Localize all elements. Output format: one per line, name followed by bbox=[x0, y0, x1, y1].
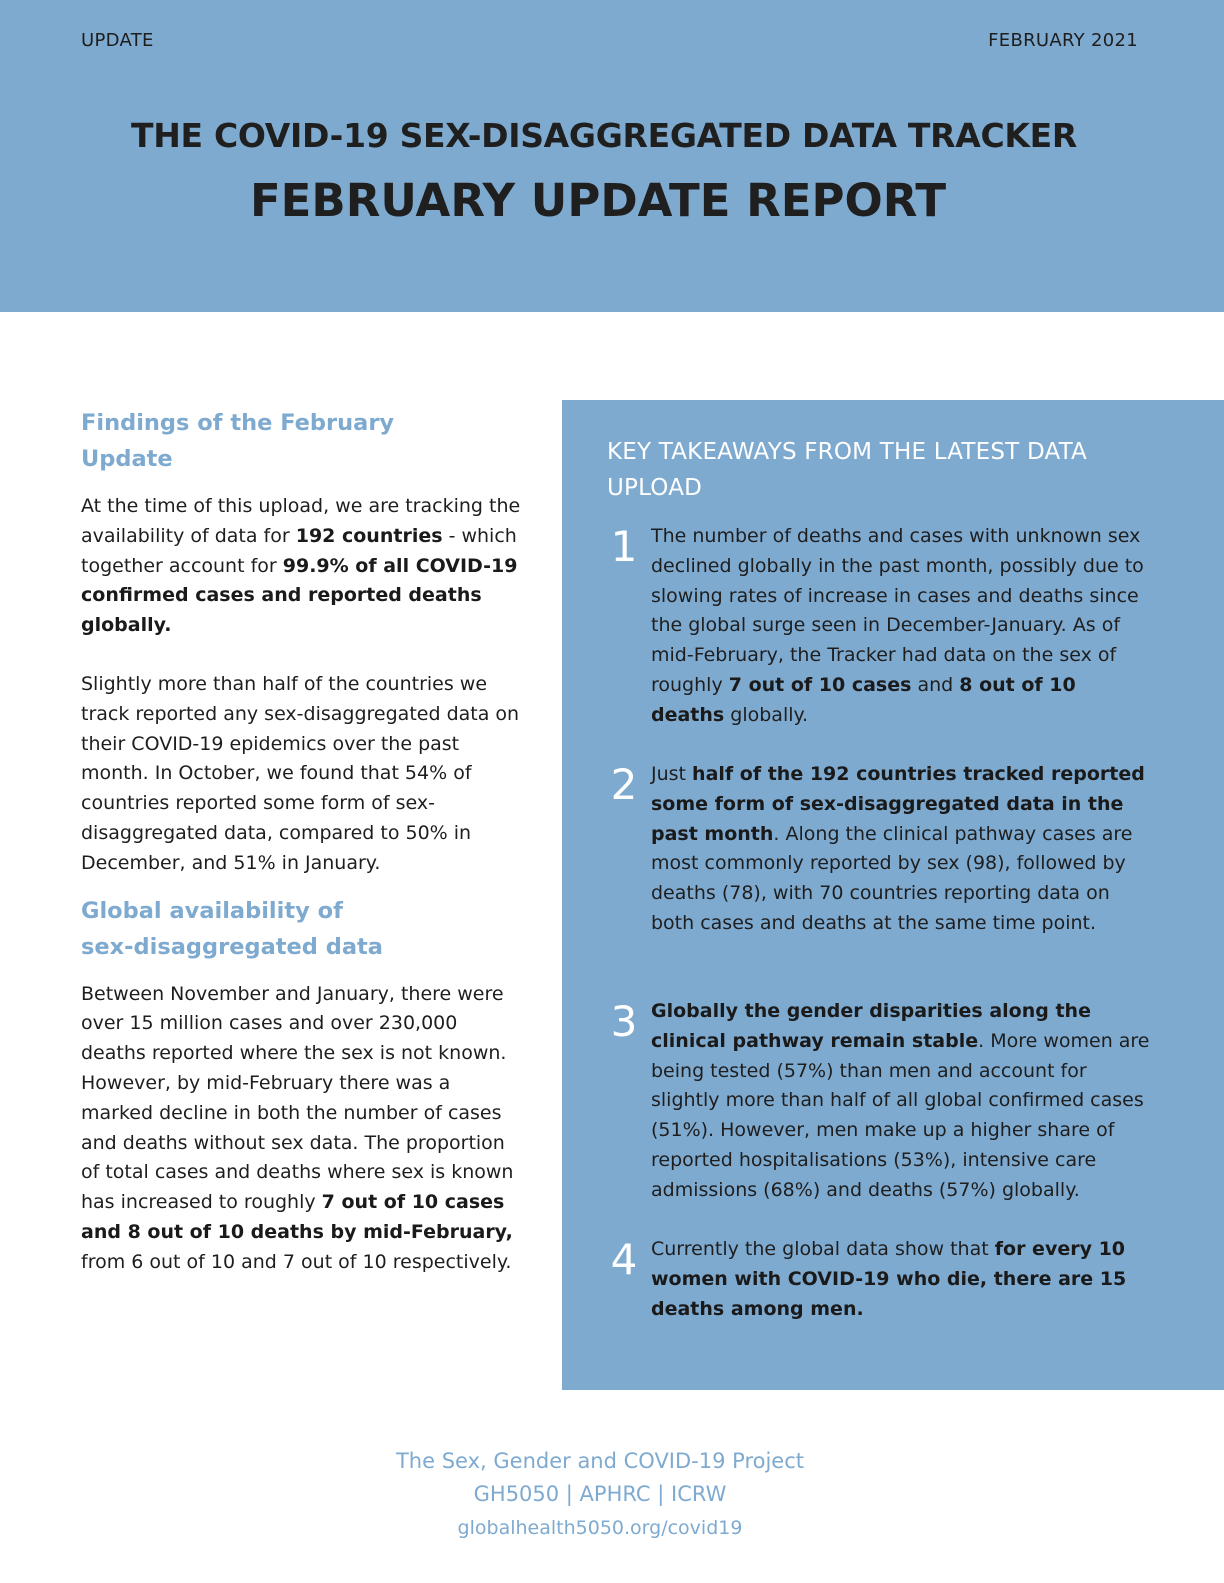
bold-run: 7 out of 10 cases bbox=[728, 673, 912, 696]
takeaway-number: 3 bbox=[610, 997, 638, 1046]
takeaway-text bbox=[651, 997, 1151, 1206]
global-paragraph bbox=[81, 980, 521, 1278]
findings-paragraph-2: Slightly more than half of the countries we track reported any sex-disaggregated data on their COVID-19 epidemics over the past month. In October, we found that 54% of countries reported some form of sex-disaggregated data, compared to 50% in December, and 51% in January. bbox=[81, 672, 520, 874]
takeaway-text bbox=[651, 522, 1151, 731]
takeaway-number: 4 bbox=[610, 1235, 638, 1284]
update-tag: UPDATE bbox=[81, 30, 154, 51]
global-heading: Global availability of sex-disaggregated data bbox=[81, 897, 383, 960]
text-run: . More women are being tested (57%) than men and account for slightly more than half of all global confirmed cases (51%). However, men make up a higher share of reported hospitalisations (53%), intensive care admissions (68%) and deaths (57%) globally. bbox=[651, 1029, 1150, 1201]
text-run: The number of deaths and cases with unknown sex declined globally in the past month, possibly due to slowing rates of increase in cases and deaths since the global surge seen in December-January. As of mid-February, the Tracker had data on the sex of roughly bbox=[651, 525, 1144, 696]
bold-run: half of the 192 countries tracked reported some form of sex-disaggregated data in the past month bbox=[651, 763, 1145, 845]
bold-run: for every 10 women with COVID-19 who die, there are 15 deaths among men. bbox=[651, 1238, 1127, 1320]
text-run: globally. bbox=[724, 703, 809, 726]
header-band bbox=[0, 0, 1224, 312]
text-run: and bbox=[911, 673, 960, 696]
text-run: Between November and January, there were over 15 million cases and over 230,000 deaths reported where the sex is not known. However, by mid-February there was a marked decline in both the number of cases and deaths without sex data. The proportion of total cases and deaths where sex is known has increased to roughly bbox=[81, 982, 514, 1214]
text-run: . Along the clinical pathway cases are most commonly reported by sex (98), followed by deaths (78), with 70 countries reporting data on both cases and deaths at the same time point. bbox=[651, 822, 1133, 934]
takeaway-number: 1 bbox=[610, 522, 638, 571]
footer bbox=[0, 1445, 1200, 1545]
key-takeaways-panel bbox=[562, 400, 1224, 1390]
takeaways-heading: KEY TAKEAWAYS FROM THE LATEST DATA UPLOAD bbox=[607, 439, 1087, 501]
bold-run: Globally the gender disparities along the clinical pathway remain stable bbox=[651, 1000, 1091, 1052]
website-link[interactable]: globalhealth5050.org/covid19 bbox=[457, 1517, 743, 1539]
bold-run: 8 out of 10 deaths bbox=[651, 673, 1076, 726]
report-subtitle: FEBRUARY UPDATE REPORT bbox=[249, 174, 947, 227]
takeaway-text bbox=[651, 760, 1151, 939]
bold-run: 192 countries bbox=[295, 524, 443, 547]
findings-heading: Findings of the February Update bbox=[81, 410, 395, 472]
project-name: The Sex, Gender and COVID-19 Project bbox=[395, 1449, 804, 1473]
partner-organizations: GH5050 | APHRC | ICRW bbox=[473, 1482, 727, 1506]
text-run: from 6 out of 10 and 7 out of 10 respectively. bbox=[81, 1250, 512, 1273]
takeaway-text bbox=[651, 1235, 1151, 1324]
takeaway-number: 2 bbox=[610, 760, 638, 809]
text-run: - which together account for bbox=[81, 524, 517, 577]
text-run: Currently the global data show that bbox=[651, 1238, 995, 1260]
date-tag: FEBRUARY 2021 bbox=[988, 30, 1138, 51]
findings-paragraph-1 bbox=[81, 492, 521, 641]
bold-run: 99.9% of all COVID-19 confirmed cases and reported deaths globally. bbox=[81, 554, 518, 637]
report-title: THE COVID-19 SEX-DISAGGREGATED DATA TRACKER bbox=[131, 116, 1077, 155]
bold-run: 7 out of 10 cases and 8 out of 10 deaths by mid-February, bbox=[81, 1191, 513, 1243]
left-column bbox=[81, 405, 521, 1307]
text-run: At the time of this upload, we are tracking the availability of data for bbox=[81, 495, 521, 547]
text-run: Just bbox=[651, 763, 693, 785]
